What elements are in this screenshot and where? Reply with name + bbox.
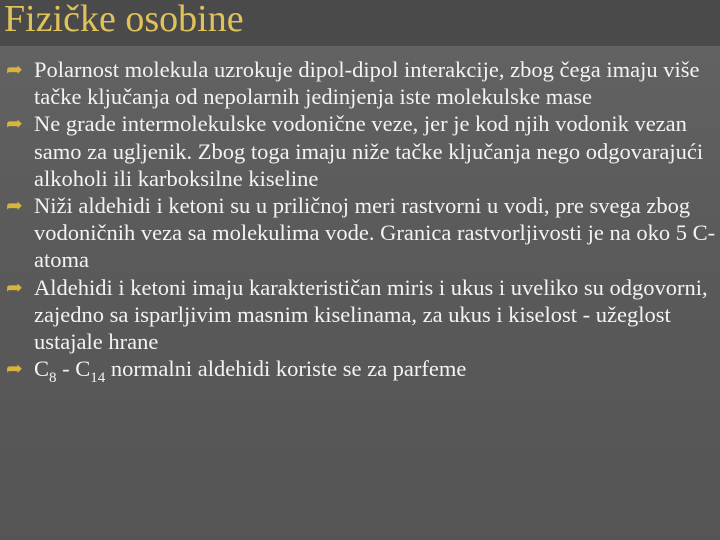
curved-arrow-bullet-icon: ➦ xyxy=(6,274,23,299)
bullet-list xyxy=(6,56,716,386)
curved-arrow-bullet-icon: ➦ xyxy=(6,193,23,218)
curved-arrow-bullet-icon: ➦ xyxy=(6,111,23,136)
formula-separator: - C xyxy=(56,356,91,382)
title-bar xyxy=(0,0,720,46)
bullet-text: Polarnost molekula uzrokuje dipol-dipol interakcije, zbog čega imaju više tačke ključanja od nepolarnih jedinjenja iste molekulske mase xyxy=(34,57,700,110)
subscript-8: 8 xyxy=(49,370,57,387)
bullet-text: Ne grade intermolekulske vodonične veze, jer je kod njih vodonik vezan samo za ugljenik. Zbog toga imaju niže tačke ključanja nego odgovarajući alkoholi ili karboksilne kiseline xyxy=(34,111,704,191)
bullet-text: Niži aldehidi i ketoni su u priličnoj meri rastvorni u vodi, pre svega zbog vodoničnih veza sa molekulima vode. Granica rastvorljivosti je na oko 5 C-atoma xyxy=(34,193,716,273)
bullet-text: Aldehidi i ketoni imaju karakterističan miris i ukus i uveliko su odgovorni, zajedno sa isparljivim masnim kiselinama, za ukus i kiselost - užeglost ustajale hrane xyxy=(34,274,708,355)
slide-title: Fizičke osobine xyxy=(4,0,244,40)
bullet-item xyxy=(6,355,716,386)
bullet-item xyxy=(6,110,716,192)
bullet-item xyxy=(6,56,716,110)
curved-arrow-bullet-icon: ➦ xyxy=(6,356,23,381)
subscript-14: 14 xyxy=(90,370,106,387)
bullet-item xyxy=(6,274,716,356)
bullet-item xyxy=(6,192,716,274)
bullet-text xyxy=(34,356,467,387)
bullet-text-rest: normalni aldehidi koriste se za parfeme xyxy=(105,356,467,382)
curved-arrow-bullet-icon: ➦ xyxy=(6,57,23,81)
formula-c8: C xyxy=(34,356,50,382)
